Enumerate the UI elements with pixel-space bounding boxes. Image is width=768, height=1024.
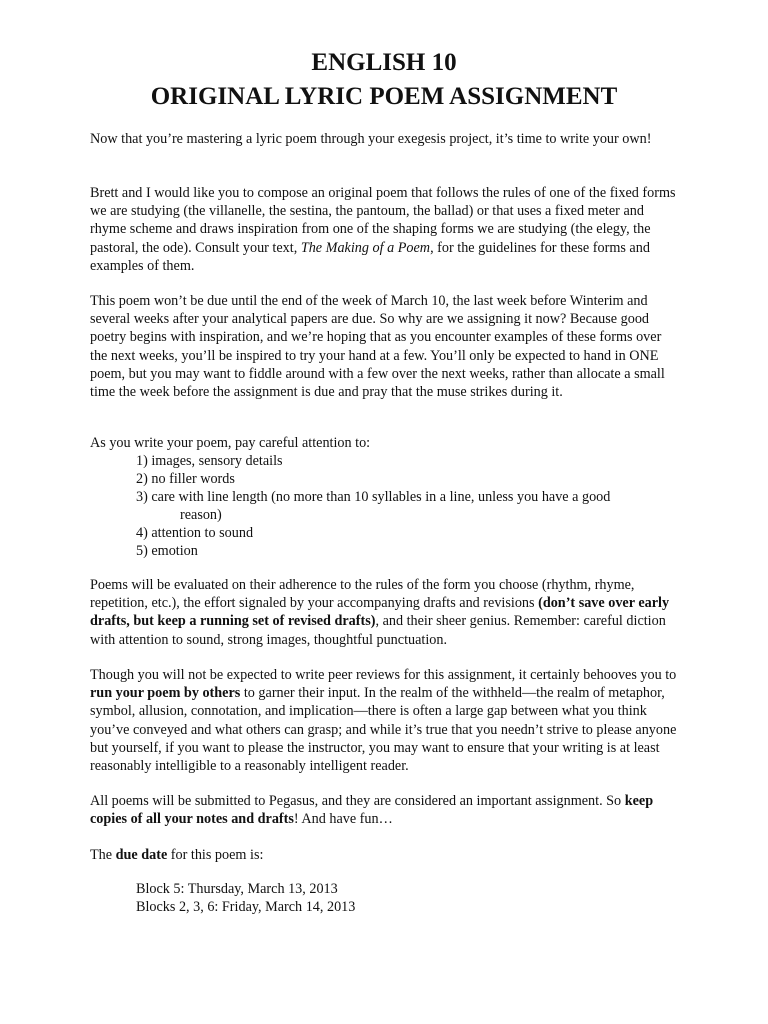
course-title: ENGLISH 10 (311, 49, 457, 76)
drafts-emphasis: (don’t save over early drafts, but keep a running set of revised drafts) (90, 595, 670, 630)
checklist-item: 3) care with line length (no more than 10 syllables in a line, unless you have a good (136, 489, 611, 505)
due-date-intro: The due date for this poem is: (90, 847, 264, 863)
evaluation-paragraph: Poems will be evaluated on their adherence to the rules of the form you choose (rhythm, rhyme, repetition, etc.), the effort signaled by your accompanying drafts and revisions (don’t save over early drafts, but keep a running set of revised drafts), and their sheer genius. Remember: careful diction with attention to sound, strong images, thoughtful punctuation. (90, 577, 670, 648)
submission-paragraph: All poems will be submitted to Pegasus, and they are considered an important assignment. So keep copies of all your notes and drafts! And have fun… (90, 793, 654, 828)
checklist-item: 5) emotion (136, 543, 198, 559)
run-by-others-emphasis: run your poem by others (90, 685, 241, 702)
instructions-paragraph: Brett and I would like you to compose an original poem that follows the rules of one of the fixed forms we are studying (the villanelle, the sestina, the pantoum, the ballad) or that uses a fixed meter and rhyme scheme and draws inspiration from one of the shaping forms we are studying (the elegy, the pastoral, the ode). Consult your text, The Making of a Poem, for the guidelines for these forms and examples of them. (90, 185, 676, 274)
due-date-block5: Block 5: Thursday, March 13, 2013 (136, 881, 338, 897)
checklist-item-continuation: reason) (180, 507, 222, 523)
keep-copies-emphasis: keep copies of all your notes and drafts (90, 793, 654, 828)
checklist-item: 2) no filler words (136, 471, 235, 487)
book-title: The Making of a Poem (300, 239, 431, 256)
intro-paragraph: Now that you’re mastering a lyric poem through your exegesis project, it’s time to write your own! (90, 131, 652, 147)
due-date-label: due date (115, 847, 168, 863)
checklist-item: 4) attention to sound (136, 525, 254, 541)
due-explanation-paragraph: This poem won’t be due until the end of the week of March 10, the last week before Winterim and several weeks after your analytical papers are due. So why are we assigning it now? Because good poetry begins with inspiration, and we’re hoping that as you encounter examples of these forms over the next weeks, you’ll be inspired to try your hand at a few. You’ll only be expected to hand in ONE poem, but you may want to fiddle around with a few over the next weeks, rather than allocate a small time the week before the assignment is due and pray that the muse strikes during it. (90, 293, 665, 401)
checklist-item: 1) images, sensory details (136, 453, 283, 469)
due-date-blocks-236: Blocks 2, 3, 6: Friday, March 14, 2013 (136, 899, 356, 915)
checklist-intro: As you write your poem, pay careful attention to: (90, 435, 371, 451)
peer-review-paragraph: Though you will not be expected to write peer reviews for this assignment, it certainly behooves you to run your poem by others to garner their input. In the realm of the withheld—the realm of metaphor, symbol, allusion, connotation, and implication—there is often a large gap between what you think you’ve conveyed and what others can grasp; and while it’s true that you needn’t strive to please anyone but yourself, if you want to please the instructor, you may want to ensure that your writing is at least reasonably intelligible to a reasonably intelligent reader. (90, 667, 677, 775)
assignment-title: ORIGINAL LYRIC POEM ASSIGNMENT (150, 83, 618, 110)
